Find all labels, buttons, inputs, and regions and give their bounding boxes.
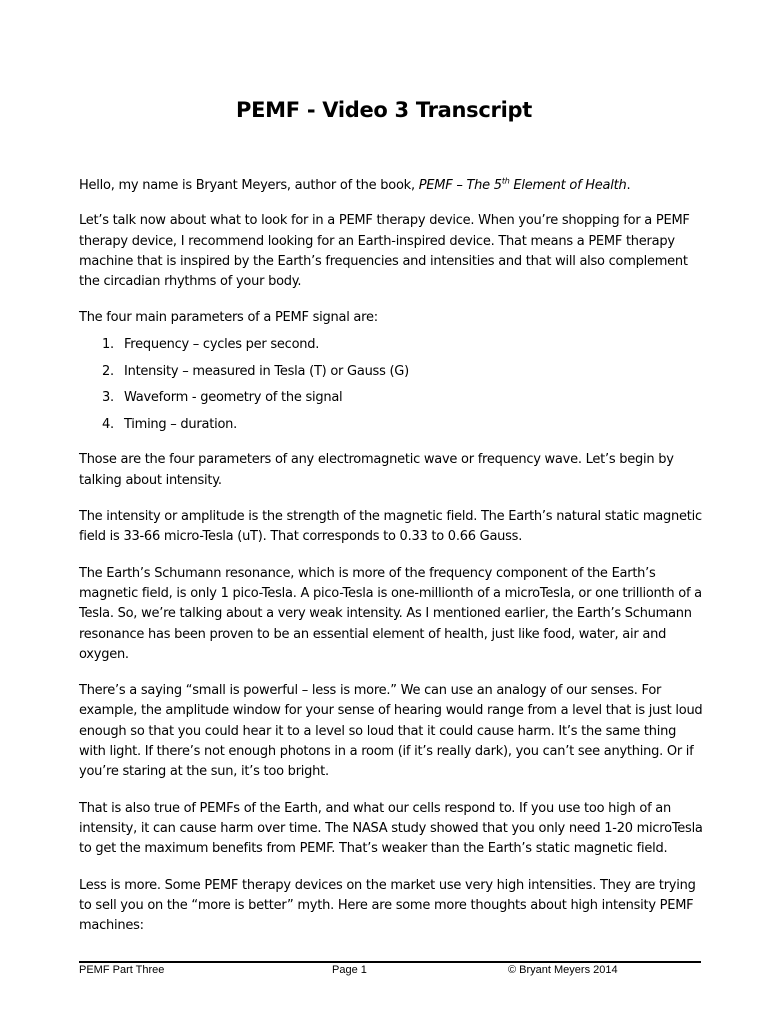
footer-copyright: © Bryant Meyers 2014 xyxy=(508,964,618,976)
list-item xyxy=(79,415,703,435)
book-title-end: Element of Health xyxy=(509,178,627,193)
footer-page-number: Page 1 xyxy=(332,964,367,976)
book-title-superscript: th xyxy=(501,176,510,186)
paragraph-schumann: The Earth’s Schumann resonance, which is more of the frequency component of the Earth’s magnetic field, is only 1 pico-Tesla. A pico-Tesla is one-millionth of a microTesla, or one trillionth of a Tesla. So, we’re talking about a very weak intensity. As I mentioned earlier, the Earth’s Schumann resonance has been proven to be an essential element of health, just like food, water, air and oxygen. xyxy=(79,565,702,662)
list-item xyxy=(79,335,703,355)
list-item-number: 2. xyxy=(102,363,114,379)
intro-paragraph xyxy=(79,176,703,196)
list-item-text: Frequency – cycles per second. xyxy=(124,336,320,352)
paragraph-intensity: The intensity or amplitude is the strength of the magnetic field. The Earth’s natural static magnetic field is 33-66 micro-Tesla (uT). That corresponds to 0.33 to 0.66 Gauss. xyxy=(79,509,702,545)
list-item xyxy=(79,362,703,382)
parameter-list xyxy=(79,335,703,436)
footer-divider xyxy=(79,961,701,963)
list-item-number: 1. xyxy=(102,336,114,352)
list-item-text: Intensity – measured in Tesla (T) or Gauss (G) xyxy=(124,363,409,379)
page-title: PEMF - Video 3 Transcript xyxy=(236,98,532,122)
footer-document-name: PEMF Part Three xyxy=(79,964,165,976)
paragraph-nasa-study: That is also true of PEMFs of the Earth, and what our cells respond to. If you use too high of an intensity, it can cause harm over time. The NASA study showed that you only need 1-20 microTesla to get the maximum benefits from PEMF. That’s weaker than the Earth’s static magnetic field. xyxy=(79,800,703,857)
intro-prefix: Hello, my name is Bryant Meyers, author of the book, xyxy=(79,178,419,193)
document-body xyxy=(79,176,703,952)
list-item-number: 4. xyxy=(102,417,114,433)
paragraph-senses: There’s a saying “small is powerful – less is more.” We can use an analogy of our senses. For example, the amplitude window for your sense of hearing would range from a level that is just loud enough so that you could hear it to a level so loud that it could cause harm. It’s the same thing with light. If there’s not enough photons in a room (if it’s really dark), you can’t see anything. Or if you’re staring at the sun, it’s too bright. xyxy=(79,683,703,780)
list-item-number: 3. xyxy=(102,390,114,406)
list-intro: The four main parameters of a PEMF signal are: xyxy=(79,310,378,326)
book-title-start: PEMF – The 5 xyxy=(418,178,502,193)
intro-suffix: . xyxy=(626,178,631,193)
list-item-text: Waveform - geometry of the signal xyxy=(124,390,343,406)
book-title xyxy=(419,178,627,193)
paragraph-device-selection: Let’s talk now about what to look for in a PEMF therapy device. When you’re shopping for a PEMF therapy device, I recommend looking for an Earth-inspired device. That means a PEMF therapy machine that is inspired by the Earth’s frequencies and intensities and that will also complement the circadian rhythms of your body. xyxy=(79,213,690,290)
paragraph-less-is-more: Less is more. Some PEMF therapy devices on the market use very high intensities. They are trying to sell you on the “more is better” myth. Here are some more thoughts about high intensity PEMF machines: xyxy=(79,877,696,934)
list-item-text: Timing – duration. xyxy=(124,417,238,433)
paragraph-parameters: Those are the four parameters of any electromagnetic wave or frequency wave. Let’s begin by talking about intensity. xyxy=(79,452,674,488)
list-item xyxy=(79,388,703,408)
